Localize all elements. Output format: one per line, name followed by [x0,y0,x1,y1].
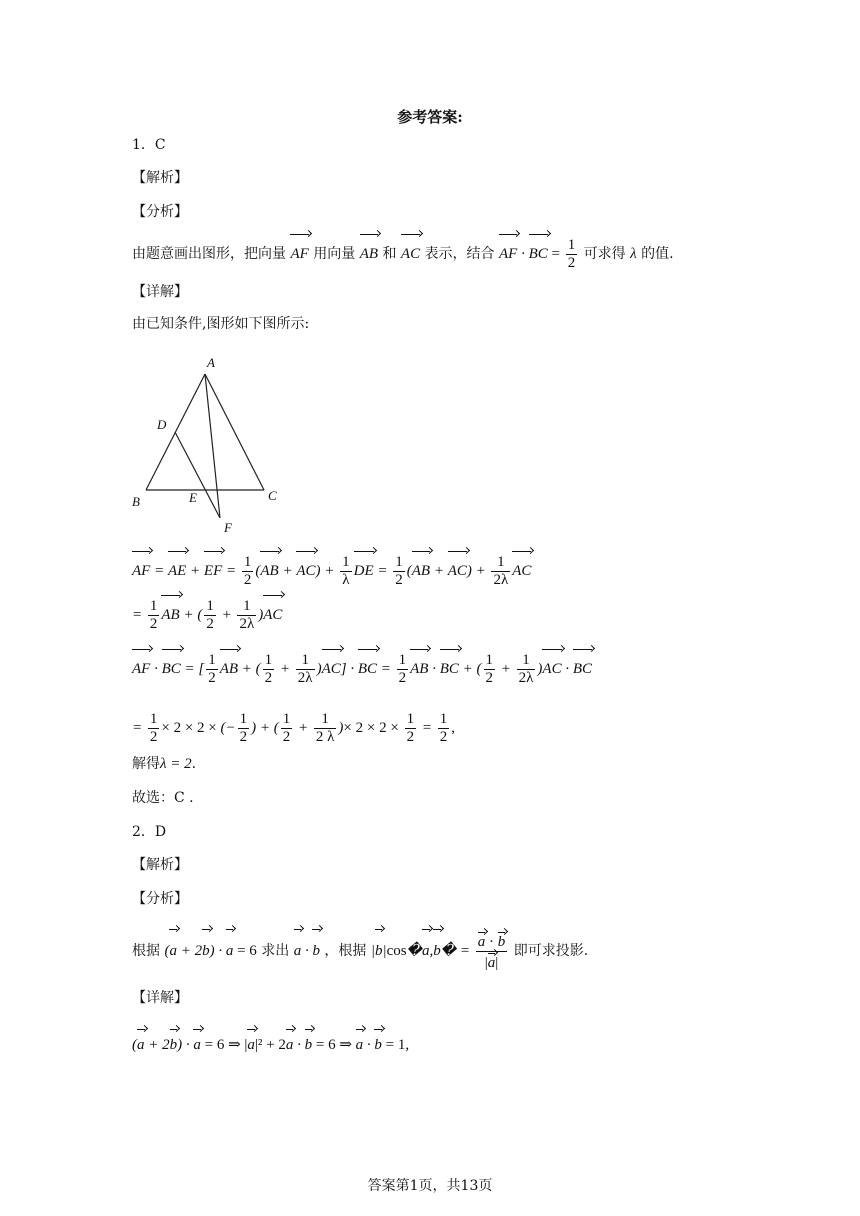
q1-given-text: 由已知条件,图形如下图所示: [132,316,310,332]
triangle-figure [126,350,296,540]
label-f: F [224,520,232,535]
q1-equation-2: = $\frac{1}{2}$ AB + ( $\frac{1}{2}$ + $\frac{1}{2\lambda}$ )AC [132,594,282,633]
q2-analysis-line: 根据 (a + 2b) · a = 6 求出 a · b ，根据 |b|cos�a,b� = $\frac{a \cdot b}{|a|}$ 即可求投影. [132,928,588,972]
label-a: A [207,355,215,370]
label-d: D [157,417,167,432]
label-e: E [189,490,197,505]
label-b: B [132,494,140,509]
q1-solve-line: 解得λ = 2. [132,756,197,772]
q2-jiexi-heading: 【解析】 [132,857,188,873]
q1-equation-4: = $\frac{1}{2}$ × 2 × 2 × (− $\frac{1}{2}$ ) + ( $\frac{1}{2}$ + $\frac{1}{2 \lambda}$ )× 2 × 2 × $\frac{1}{2}$ = $\frac{1}{2}$ , [132,711,455,746]
q1-xiangjie-heading: 【详解】 [132,284,188,300]
q1-number: 1．C [132,137,166,153]
q2-xiangjie-heading: 【详解】 [132,990,188,1006]
q1-analysis-line: 由题意画出图形，把向量 AF 用向量 AB 和 AC 表示，结合 AF · BC = $\frac{1}{2}$ 可求得 λ 的值. [132,233,674,272]
q2-fenxi-heading: 【分析】 [132,891,188,907]
page-footer: 答案第1页，共13页 [367,1178,493,1194]
label-c: C [268,488,277,503]
q1-jiexi-heading: 【解析】 [132,170,188,186]
q1-equation-1: AF = AE + EF = $\frac{1}{2}$ (AB + AC) + $\frac{1}{\lambda}$ DE = $\frac{1}{2}$ (AB + AC) + $\frac{1}{2\lambda}$ AC [132,550,531,589]
q1-choice: 故选：C . [132,790,194,806]
q1-fenxi-heading: 【分析】 [132,204,188,220]
q2-equation-1: (a + 2b) · a = 6 ⇒ |a|² + 2a · b = 6 ⇒ a · b = 1, [132,1028,409,1059]
q2-number: 2．D [132,824,167,840]
page-title: 参考答案: [397,108,463,126]
q1-equation-3: AF · BC = [ $\frac{1}{2}$ AB + ( $\frac{1}{2}$ + $\frac{1}{2\lambda}$ )AC] · BC = $\frac{1}{2}$ AB · BC + ( $\frac{1}{2}$ + $\frac{1}{2\lambda}$ )AC · BC [132,648,592,687]
